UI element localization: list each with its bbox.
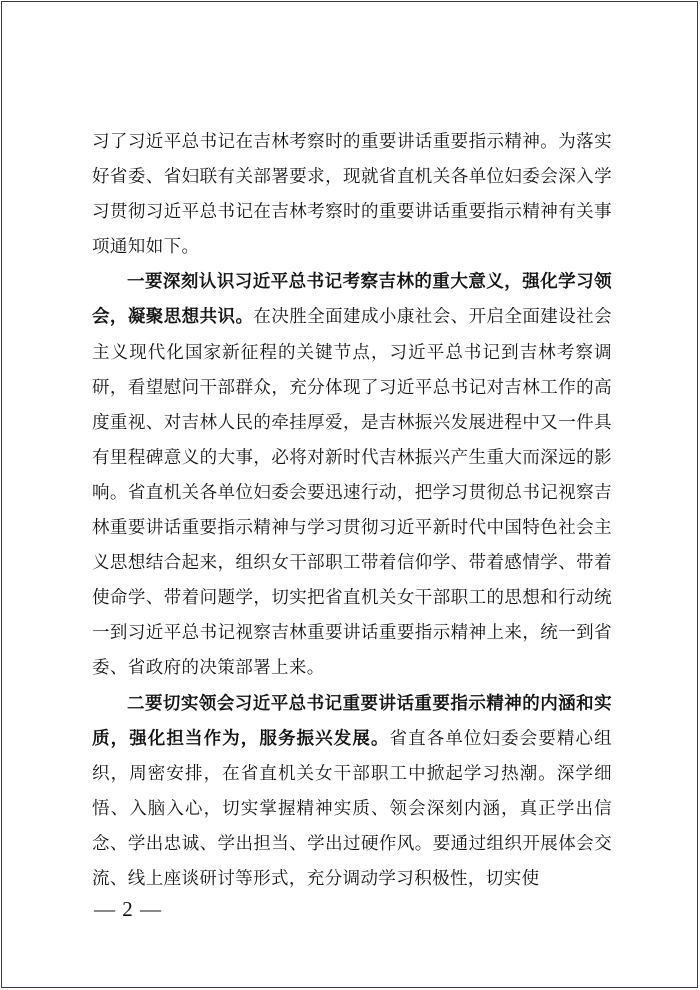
paragraph-lead-heading: 一要深刻认识习近平总书记考察吉林的重大意义，强化学习领会，凝聚思想共识。 xyxy=(92,272,612,328)
paragraph-text: 省直各单位妇委会要精心组织，周密安排，在省直机关女干部职工中掀起学习热潮。深学细悟、入脑入心，切实掌握精神实质、领会深刻内涵，真正学出信念、学出忠诚、学出担当、学出过硬作风。要通过组织开展体会交流、线上座谈研讨等形式，充分调动学习积极性，切实使 xyxy=(92,728,612,889)
paragraph-continuation xyxy=(92,125,612,265)
paragraph-text: 在决胜全面建成小康社会、开启全面建设社会主义现代化国家新征程的关键节点，习近平总书记到吉林考察调研，看望慰问干部群众，充分体现了习近平总书记对吉林工作的高度重视、对吉林人民的牵挂厚爱，是吉林振兴发展进程中又一件具有里程碑意义的大事，必将对新时代吉林振兴产生重大而深远的影响。省直机关各单位妇委会要迅速行动，把学习贯彻总书记视察吉林重要讲话重要指示精神与学习贯彻习近平新时代中国特色社会主义思想结合起来，组织女干部职工带着信仰学、带着感情学、带着使命学、带着问题学，切实把省直机关女干部职工的思想和行动统一到习近平总书记视察吉林重要讲话重要指示精神上来，统一到省委、省政府的决策部署上来。 xyxy=(92,307,612,679)
document-page xyxy=(1,1,698,988)
paragraph-lead-heading: 二要切实领会习近平总书记重要讲话重要指示精神的内涵和实质，强化担当作为，服务振兴发展。 xyxy=(92,693,612,749)
paragraph-point-one xyxy=(92,265,612,686)
document-body xyxy=(92,125,612,897)
paragraph-point-two xyxy=(92,687,612,898)
paragraph-text: 习了习近平总书记在吉林考察时的重要讲话重要指示精神。为落实好省委、省妇联有关部署要求，现就省直机关各单位妇委会深入学习贯彻习近平总书记在吉林考察时的重要讲话重要指示精神有关事项通知如下。 xyxy=(92,132,612,258)
page-number: — 2 — xyxy=(94,897,162,921)
